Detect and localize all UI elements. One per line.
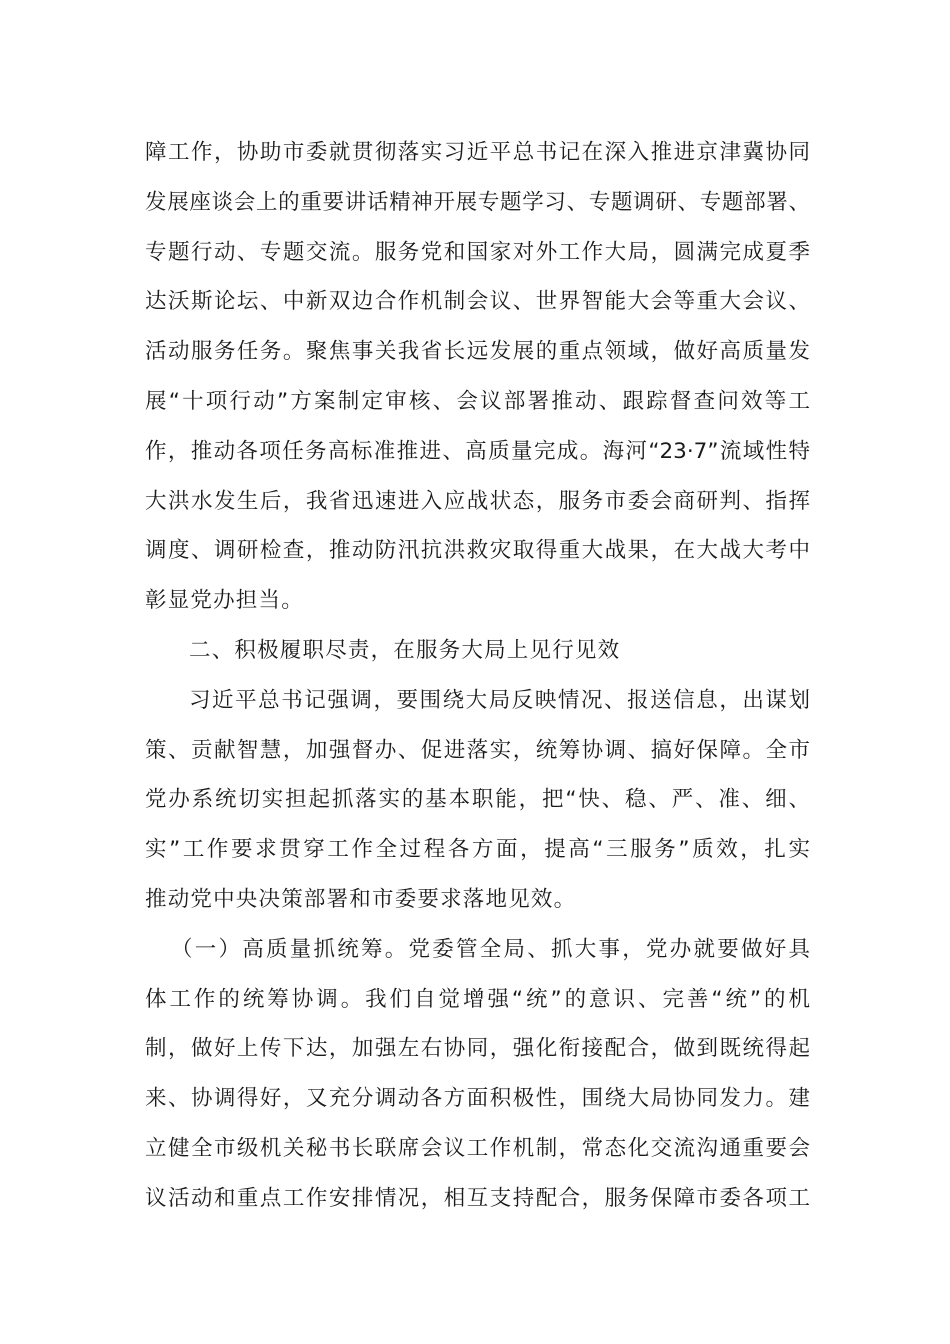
text-line: 实”工作要求贯穿工作全过程各方面，提高“三服务”质效，扎实 xyxy=(145,837,810,863)
text-line: 制，做好上传下达，加强左右协同，强化衔接配合，做到既统得起 xyxy=(145,1036,810,1062)
text-line: 调度、调研检查，推动防汛抗洪救灾取得重大战果，在大战大考中 xyxy=(145,538,810,564)
text-line: 发展座谈会上的重要讲话精神开展专题学习、专题调研、专题部署、 xyxy=(145,189,810,215)
text-line: 达沃斯论坛、中新双边合作机制会议、世界智能大会等重大会议、 xyxy=(145,289,810,315)
subsection-lead-line: （一）高质量抓统筹。党委管全局、抓大事，党办就要做好具 xyxy=(171,936,810,962)
text-line: 彰显党办担当。 xyxy=(145,588,304,614)
document-body xyxy=(145,128,810,1224)
text-line: 推动党中央决策部署和市委要求落地见效。 xyxy=(145,886,577,912)
text-line: 习近平总书记强调，要围绕大局反映情况、报送信息，出谋划 xyxy=(189,687,810,713)
text-line: 大洪水发生后，我省迅速进入应战状态，服务市委会商研判、指挥 xyxy=(145,488,810,514)
section-heading: 二、积极履职尽责，在服务大局上见行见效 xyxy=(189,637,621,663)
text-line: 党办系统切实担起抓落实的基本职能，把“快、稳、严、准、细、 xyxy=(145,787,810,813)
text-line: 专题行动、专题交流。服务党和国家对外工作大局，圆满完成夏季 xyxy=(145,239,810,265)
text-line: 议活动和重点工作安排情况，相互支持配合，服务保障市委各项工 xyxy=(145,1185,810,1211)
text-line: 立健全市级机关秘书长联席会议工作机制，常态化交流沟通重要会 xyxy=(145,1135,810,1161)
text-line: 展“十项行动”方案制定审核、会议部署推动、跟踪督查问效等工 xyxy=(145,388,810,414)
text-line: 障工作，协助市委就贯彻落实习近平总书记在深入推进京津冀协同 xyxy=(145,140,810,165)
text-line: 作，推动各项任务高标准推进、高质量完成。海河“23·7”流域性特 xyxy=(145,438,810,464)
text-line: 来、协调得好，又充分调动各方面积极性，围绕大局协同发力。建 xyxy=(145,1086,810,1112)
text-line: 策、贡献智慧，加强督办、促进落实，统筹协调、搞好保障。全市 xyxy=(145,737,810,763)
text-line: 活动服务任务。聚焦事关我省长远发展的重点领域，做好高质量发 xyxy=(145,339,810,365)
text-line: 体工作的统筹协调。我们自觉增强“统”的意识、完善“统”的机 xyxy=(145,986,810,1012)
